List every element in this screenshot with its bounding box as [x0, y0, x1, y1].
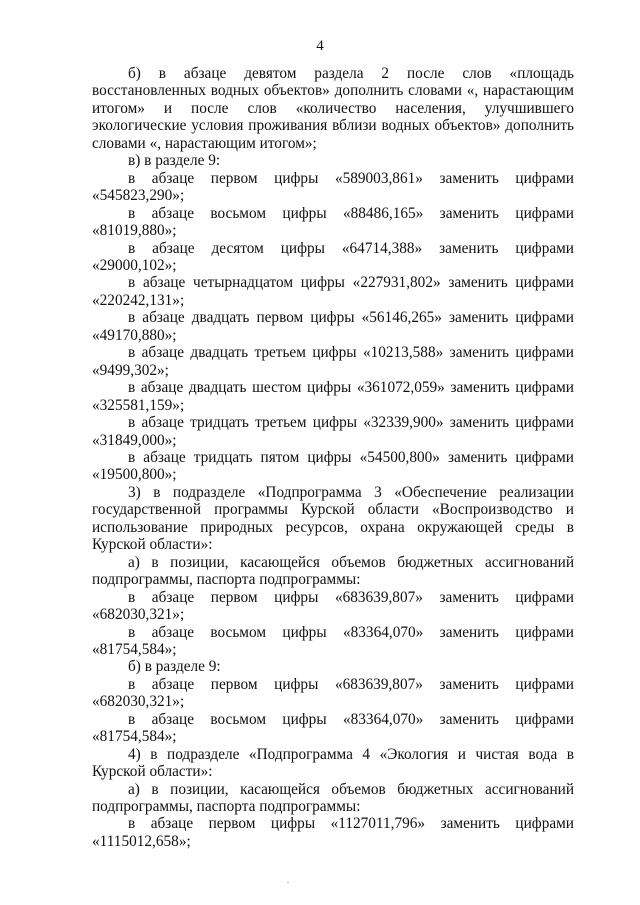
paragraph: в абзаце первом цифры «589003,861» заменить цифрами «545823,290»; — [92, 169, 574, 205]
paragraph: 4) в подразделе «Подпрограмма 4 «Экология и чистая вода в Курской области»: — [92, 745, 574, 781]
paragraph: в абзаце восьмом цифры «83364,070» заменить цифрами «81754,584»; — [92, 623, 574, 658]
paragraph: в абзаце первом цифры «683639,807» заменить цифрами «682030,321»; — [92, 588, 574, 624]
paragraph: в абзаце десятом цифры «64714,388» заменить цифрами «29000,102»; — [92, 239, 574, 274]
paragraph: в абзаце тридцать пятом цифры «54500,800» заменить цифрами «19500,800»; — [92, 448, 574, 484]
paragraph: в абзаце двадцать шестом цифры «361072,059» заменить цифрами «325581,159»; — [92, 379, 574, 414]
paragraph: в абзаце тридцать третьем цифры «32339,900» заменить цифрами «31849,000»; — [92, 414, 574, 449]
paragraph: в абзаце первом цифры «1127011,796» заменить цифрами «1115012,658»; — [92, 815, 574, 850]
scan-artifact — [287, 882, 289, 883]
paragraph: а) в позиции, касающейся объемов бюджетных ассигнований подпрограммы, паспорта подпрограммы: — [92, 553, 574, 589]
page-number: 4 — [316, 38, 324, 54]
paragraph: б) в разделе 9: — [128, 658, 221, 676]
paragraph: 3) в подразделе «Подпрограмма 3 «Обеспечение реализации государственной программы Курской области «Воспроизводство и использование природных ресурсов, охрана окружающей среды в Курской области»: — [92, 483, 574, 554]
paragraph: в абзаце первом цифры «683639,807» заменить цифрами «682030,321»; — [92, 675, 574, 711]
paragraph: в абзаце четырнадцатом цифры «227931,802» заменить цифрами «220242,131»; — [92, 274, 574, 309]
paragraph: в) в разделе 9: — [128, 152, 221, 170]
document-body — [92, 65, 574, 850]
paragraph: б) в абзаце девятом раздела 2 после слов «площадь восстановленных водных объектов» дополнить словами «, нарастающим итогом» и после слов «количество населения, улучшившего экологические условия проживания вблизи водных объектов» дополнить словами «, нарастающим итогом»; — [92, 65, 574, 152]
paragraph: в абзаце восьмом цифры «83364,070» заменить цифрами «81754,584»; — [92, 710, 574, 746]
paragraph: в абзаце восьмом цифры «88486,165» заменить цифрами «81019,880»; — [92, 204, 574, 240]
paragraph: в абзаце двадцать третьем цифры «10213,588» заменить цифрами «9499,302»; — [92, 344, 574, 379]
paragraph: в абзаце двадцать первом цифры «56146,265» заменить цифрами «49170,880»; — [92, 309, 574, 344]
paragraph: а) в позиции, касающейся объемов бюджетных ассигнований подпрограммы, паспорта подпрограммы: — [92, 780, 574, 816]
